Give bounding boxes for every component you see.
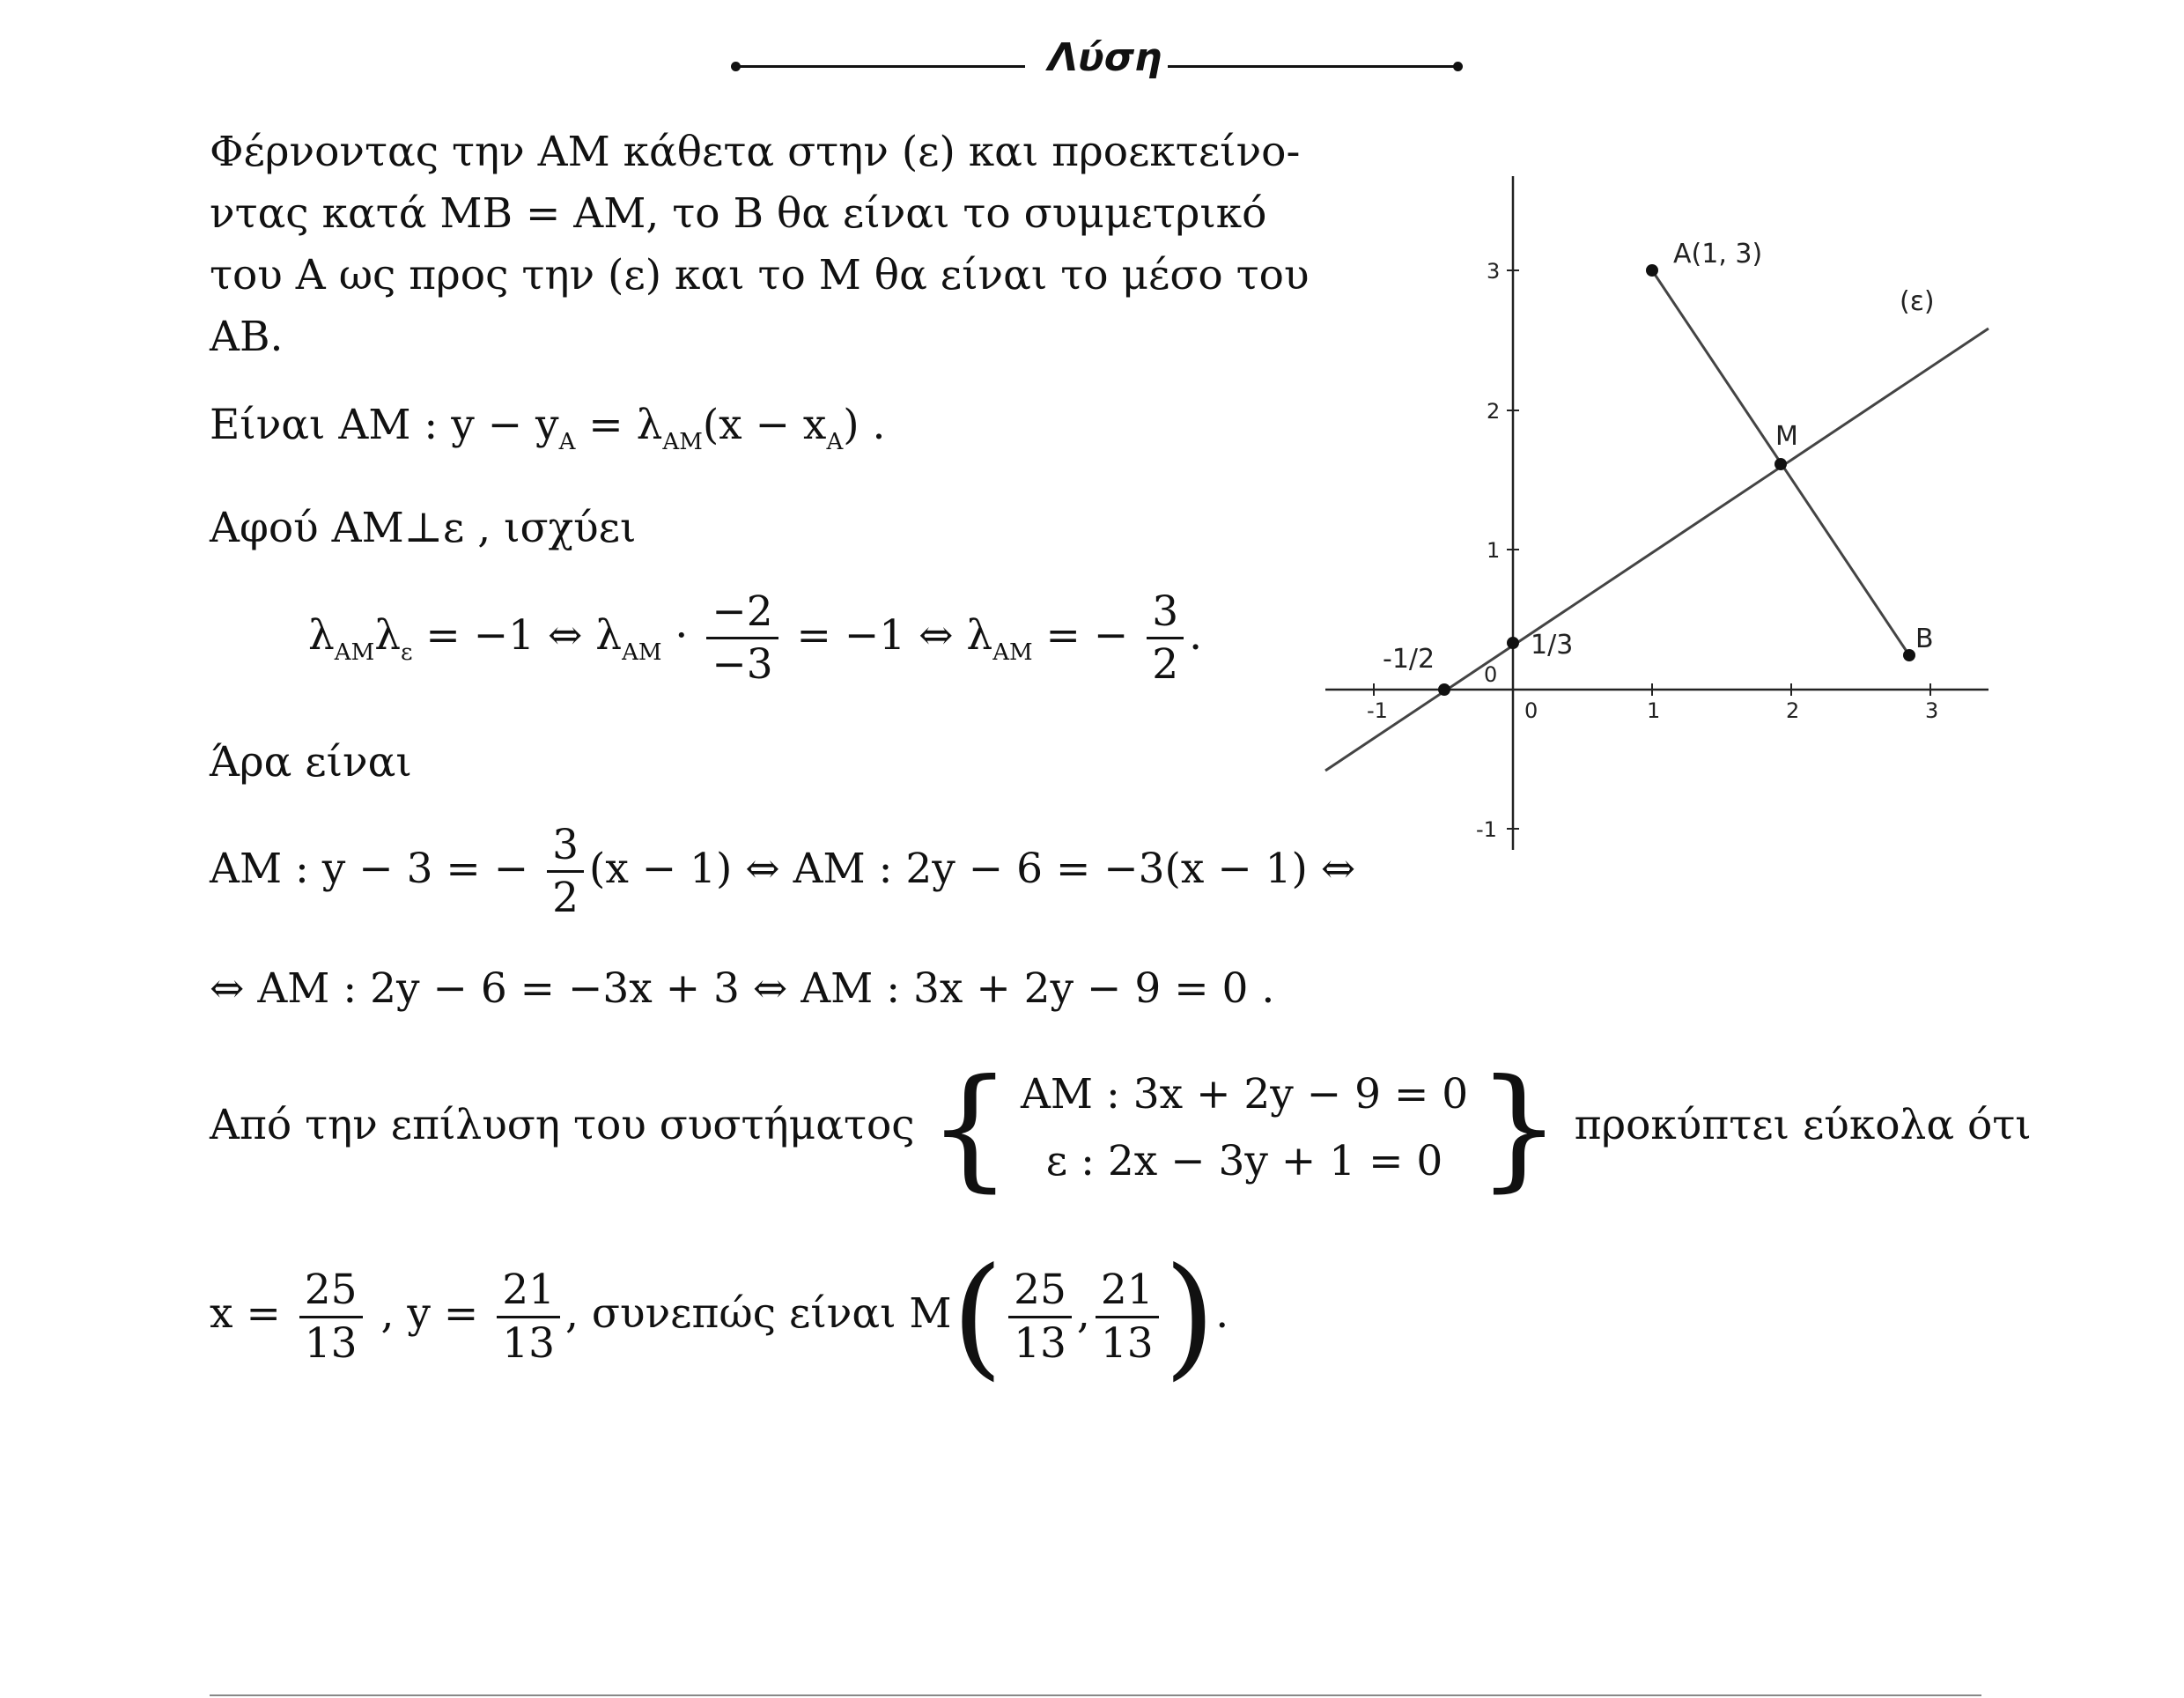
right-paren: ): [1163, 1240, 1216, 1393]
point-b: [1903, 649, 1915, 661]
label-b: B: [1915, 624, 1934, 654]
x-tick-label: 2: [1786, 698, 1800, 723]
fraction: $\frac{3}{2}$: [547, 823, 584, 920]
y-tick-label: 2: [1487, 399, 1501, 424]
footer-rule: [210, 1694, 1981, 1696]
intro-line: Φέρνοντας την ΑΜ κάθετα στην (ε) και προεκτείνο-: [210, 128, 1301, 176]
system-statement: Από την επίλυση του συστήματος { AM : 3x + 2y − 9 = 0 ε : 2x − 3y + 1 = 0 } προκύπτει εύκολα ότι: [210, 1052, 2032, 1205]
x-tick-label: -1: [1367, 698, 1388, 723]
heading-right-rule: [1168, 65, 1458, 68]
heading-left-rule: [734, 65, 1025, 68]
y-tick-label: 3: [1487, 259, 1501, 284]
x-tick-label: 0: [1524, 698, 1538, 723]
x-tick-label: 3: [1925, 698, 1939, 723]
perpendicular-statement: Αφού AM⊥ε , ισχύει: [210, 504, 637, 552]
label-x-intercept: -1/2: [1383, 644, 1435, 675]
x-tick-label: 1: [1647, 698, 1661, 723]
label-epsilon: (ε): [1900, 286, 1935, 317]
solution-heading: [731, 35, 1462, 97]
intro-paragraph: [210, 122, 1310, 368]
am-line-equation: Είναι AM : $y - y_A = \lambda_{AM}(x - x_A)$ .: [210, 401, 886, 455]
intro-line: του Α ως προς την (ε) και το Μ θα είναι το μέσο του: [210, 251, 1310, 299]
line-equation-1: AM : y − 3 = − $\frac{3}{2}$ (x − 1) ⇔ AM : 2y − 6 = −3(x − 1) ⇔: [210, 821, 1356, 923]
point-a: [1646, 264, 1658, 277]
coordinate-graph: [1321, 167, 1999, 863]
y-tick-label: 1: [1487, 538, 1501, 563]
heading-right-dot: [1453, 62, 1463, 71]
fraction: $\frac{25}{13}$: [1008, 1268, 1072, 1365]
point-y-intercept: [1507, 637, 1519, 649]
heading-title: Λύση: [1048, 35, 1162, 80]
slope-equation: $\lambda_{AM}\lambda_\varepsilon = -1$ ⇔ $\lambda_{AM}$ · $\frac{-2}{-3}$ = −1 ⇔ $\lambda_{AM}$ = − $\frac{3}{2}$ .: [308, 587, 1203, 690]
left-brace: {: [927, 1052, 1012, 1205]
equation-system: AM : 3x + 2y − 9 = 0 ε : 2x − 3y + 1 = 0: [1020, 1070, 1469, 1185]
label-m: M: [1775, 421, 1798, 452]
intro-line: ντας κατά ΜΒ = ΑΜ, το Β θα είναι το συμμετρικό: [210, 189, 1267, 238]
fraction: $\frac{-2}{-3}$: [706, 590, 778, 687]
label-y-intercept: 1/3: [1531, 630, 1574, 661]
fraction: $\frac{25}{13}$: [299, 1268, 363, 1365]
fraction: $\frac{3}{2}$: [1147, 590, 1184, 687]
result-statement: x = $\frac{25}{13}$ , y = $\frac{21}{13}$ , συνεπώς είναι M( $\frac{25}{13}$ , $\frac{21}{13}$ ).: [210, 1240, 1229, 1393]
left-paren: (: [951, 1240, 1004, 1393]
y-tick-label: -1: [1476, 817, 1497, 842]
point-m: [1774, 458, 1787, 470]
therefore-text: Άρα είναι: [210, 738, 412, 786]
fraction: $\frac{21}{13}$: [497, 1268, 560, 1365]
intro-line: ΑΒ.: [210, 313, 284, 361]
right-brace: }: [1477, 1052, 1561, 1205]
label-a: A(1, 3): [1673, 239, 1763, 269]
point-x-intercept: [1438, 683, 1450, 696]
fraction: $\frac{21}{13}$: [1096, 1268, 1159, 1365]
label-origin: 0: [1484, 662, 1498, 687]
line-equation-2: ⇔ AM : 2y − 6 = −3x + 3 ⇔ AM : 3x + 2y − 9 = 0 .: [210, 964, 1275, 1013]
